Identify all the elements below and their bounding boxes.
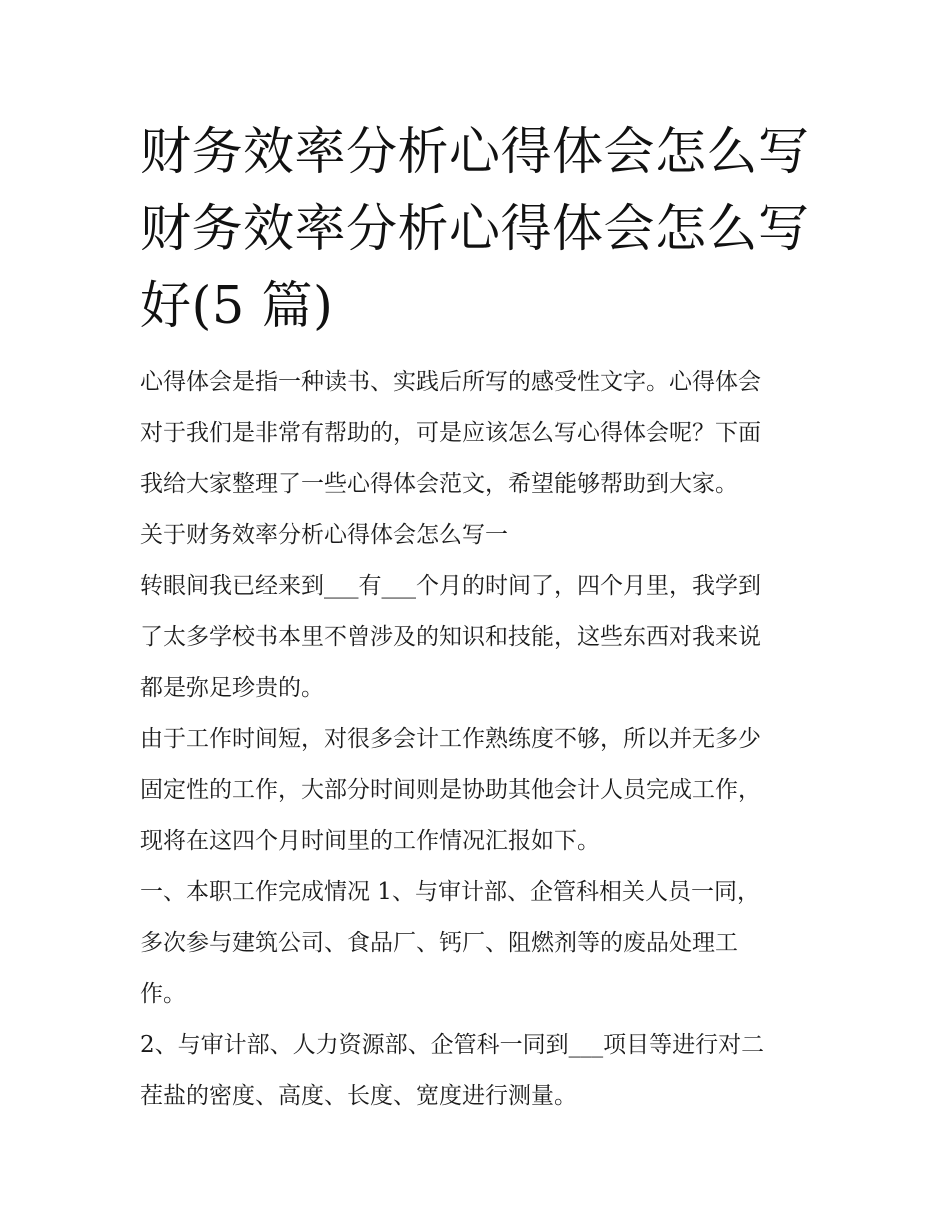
body-paragraph — [140, 867, 820, 1020]
text-line: 我给大家整理了一些心得体会范文，希望能够帮助到大家。 — [140, 471, 738, 497]
body-paragraph — [140, 561, 820, 714]
text-line: 固定性的工作，大部分时间则是协助其他会计人员完成工作， — [140, 777, 761, 803]
document-body — [140, 357, 820, 1122]
body-paragraph — [140, 714, 820, 867]
document-title — [140, 114, 820, 345]
text-line: 对于我们是非常有帮助的，可是应该怎么写心得体会呢？下面 — [140, 420, 761, 446]
text-line: 心得体会是指一种读书、实践后所写的感受性文字。心得体会 — [140, 369, 761, 395]
text-line: 多次参与建筑公司、食品厂、钙厂、阻燃剂等的废品处理工 — [140, 930, 738, 956]
text-line: 现将在这四个月时间里的工作情况汇报如下。 — [140, 828, 600, 854]
text-line: 由于工作时间短，对很多会计工作熟练度不够，所以并无多少 — [140, 726, 761, 752]
text-line: 都是弥足珍贵的。 — [140, 675, 324, 701]
section-heading — [140, 510, 820, 561]
text-line: 2、与审计部、人力资源部、企管科一同到___项目等进行对二 — [140, 1032, 765, 1058]
body-paragraph — [140, 1020, 820, 1122]
intro-paragraph — [140, 357, 820, 510]
title-line: 财务效率分析心得体会怎么写 — [140, 200, 810, 259]
title-line: 好(5 篇) — [140, 277, 334, 336]
text-line: 转眼间我已经来到___有___个月的时间了，四个月里，我学到 — [140, 573, 761, 599]
text-line: 了太多学校书本里不曾涉及的知识和技能，这些东西对我来说 — [140, 624, 761, 650]
title-line: 财务效率分析心得体会怎么写 — [140, 123, 810, 182]
text-line: 茬盐的密度、高度、长度、宽度进行测量。 — [140, 1083, 577, 1109]
text-line: 关于财务效率分析心得体会怎么写一 — [140, 522, 508, 548]
text-line: 一、本职工作完成情况 1、与审计部、企管科相关人员一同， — [140, 879, 760, 905]
text-line: 作。 — [140, 981, 186, 1007]
